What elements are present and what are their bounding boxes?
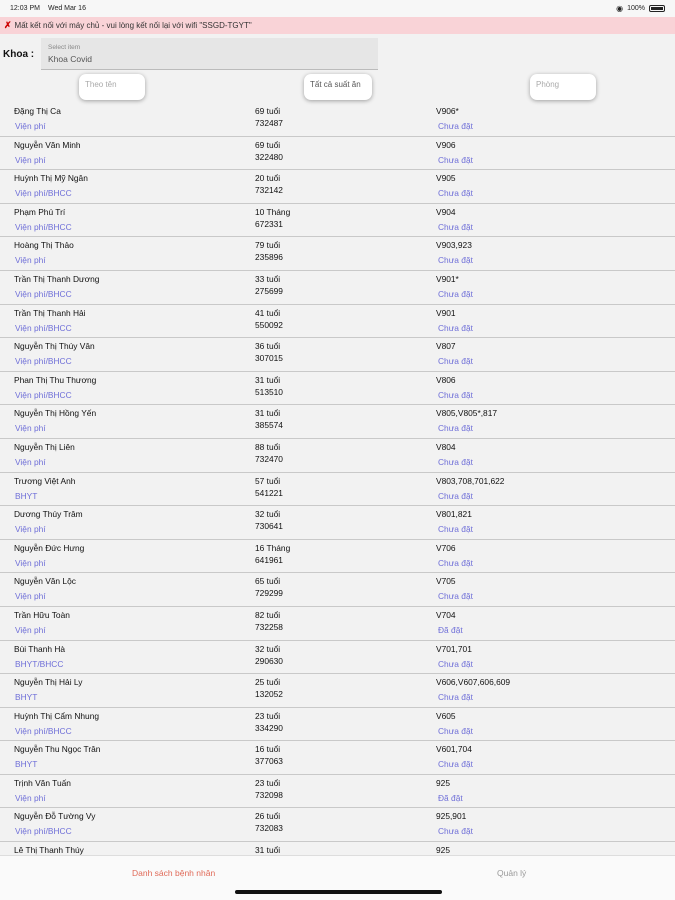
tab-management[interactable]: Quản lý bbox=[497, 868, 527, 878]
patient-name: Nguyễn Thị Hồng Yến bbox=[14, 408, 97, 419]
room-number: 925,901 bbox=[436, 811, 467, 822]
room-number: V801,821 bbox=[436, 509, 472, 520]
room-number: V807 bbox=[436, 341, 456, 352]
patient-name: Nguyễn Thị Thúy Vân bbox=[14, 341, 95, 352]
name-filter-input[interactable]: Theo tên bbox=[79, 74, 145, 100]
table-row[interactable] bbox=[0, 271, 675, 305]
payment-type: Viện phí bbox=[15, 557, 46, 568]
patient-id: 322480 bbox=[255, 151, 283, 162]
room-number: V705 bbox=[436, 576, 456, 587]
table-row[interactable] bbox=[0, 808, 675, 842]
tab-patient-list[interactable]: Danh sách bệnh nhân bbox=[132, 868, 216, 878]
patient-name: Nguyễn Văn Lộc bbox=[14, 576, 76, 587]
meal-status[interactable]: Chưa đặt bbox=[438, 154, 473, 165]
payment-type: Viện phí bbox=[15, 255, 46, 266]
patient-id: 732098 bbox=[255, 789, 283, 800]
patient-name: Nguyễn Thị Hải Ly bbox=[14, 677, 83, 688]
table-row[interactable] bbox=[0, 506, 675, 540]
patient-age: 10 Tháng bbox=[255, 206, 291, 217]
patient-age: 36 tuổi bbox=[255, 341, 281, 352]
patient-id: 377063 bbox=[255, 756, 283, 767]
room-number: V906 bbox=[436, 139, 456, 150]
payment-type: BHYT bbox=[15, 759, 38, 770]
table-row[interactable] bbox=[0, 204, 675, 238]
patient-id: 275699 bbox=[255, 285, 283, 296]
table-row[interactable] bbox=[0, 641, 675, 675]
meal-status[interactable]: Chưa đặt bbox=[438, 322, 473, 333]
room-number: V606,V607,606,609 bbox=[436, 677, 511, 688]
payment-type: Viện phí bbox=[15, 154, 46, 165]
room-number: V806 bbox=[436, 374, 456, 385]
meal-status[interactable]: Chưa đặt bbox=[438, 288, 473, 299]
meal-status[interactable]: Chưa đặt bbox=[438, 591, 473, 602]
meal-status[interactable]: Chưa đặt bbox=[438, 221, 473, 232]
battery-percent: 100% bbox=[627, 5, 645, 12]
table-row[interactable] bbox=[0, 103, 675, 137]
room-number: V901* bbox=[436, 273, 459, 284]
status-bar bbox=[0, 0, 675, 17]
table-row[interactable] bbox=[0, 405, 675, 439]
patient-age: 79 tuổi bbox=[255, 240, 281, 251]
patient-name: Lê Thị Thanh Thúy bbox=[14, 845, 84, 855]
patient-name: Nguyễn Thị Liên bbox=[14, 441, 75, 452]
patient-name: Nguyễn Văn Minh bbox=[14, 139, 81, 150]
wifi-icon: ◉ bbox=[616, 4, 624, 13]
patient-age: 88 tuổi bbox=[255, 441, 281, 452]
patient-name: Trần Thị Thanh Hải bbox=[14, 307, 86, 318]
patient-id: 732142 bbox=[255, 185, 283, 196]
meal-status[interactable]: Đã đặt bbox=[438, 792, 463, 803]
patient-id: 235896 bbox=[255, 252, 283, 263]
patient-age: 16 tuổi bbox=[255, 744, 281, 755]
patient-id: 550092 bbox=[255, 319, 283, 330]
table-row[interactable] bbox=[0, 170, 675, 204]
patient-id: 334290 bbox=[255, 722, 283, 733]
patient-age: 65 tuổi bbox=[255, 576, 281, 587]
table-row[interactable] bbox=[0, 338, 675, 372]
patient-age: 23 tuổi bbox=[255, 710, 281, 721]
patient-name: Đặng Thị Ca bbox=[14, 106, 61, 116]
meal-status[interactable]: Chưa đặt bbox=[438, 423, 473, 434]
room-number: V605 bbox=[436, 710, 456, 721]
room-number: V904 bbox=[436, 206, 456, 217]
meal-status[interactable]: Chưa đặt bbox=[438, 255, 473, 266]
patient-name: Nguyễn Đức Hưng bbox=[14, 542, 85, 553]
patient-id: 541221 bbox=[255, 487, 283, 498]
meal-status[interactable]: Đã đặt bbox=[438, 624, 463, 635]
room-number: V901 bbox=[436, 307, 456, 318]
table-row[interactable] bbox=[0, 607, 675, 641]
payment-type: Viện phí bbox=[15, 591, 46, 602]
meal-status[interactable]: Chưa đặt bbox=[438, 759, 473, 770]
room-number: V803,708,701,622 bbox=[436, 475, 505, 486]
patient-id: 730641 bbox=[255, 521, 283, 532]
patient-age: 31 tuổi bbox=[255, 374, 281, 385]
payment-type: Viện phí bbox=[15, 792, 46, 803]
table-row[interactable] bbox=[0, 708, 675, 742]
patient-name: Trần Hữu Toàn bbox=[14, 609, 70, 620]
meal-status[interactable]: Chưa đặt bbox=[438, 725, 473, 736]
meal-filter-select[interactable]: Tất cả suất ăn bbox=[304, 74, 372, 100]
department-select-hint: Select item bbox=[48, 44, 81, 51]
patient-id: 672331 bbox=[255, 218, 283, 229]
table-row[interactable] bbox=[0, 137, 675, 171]
patient-id: 732083 bbox=[255, 823, 283, 834]
patient-age: 69 tuổi bbox=[255, 139, 281, 150]
room-number: V906* bbox=[436, 106, 459, 116]
patient-id: 385574 bbox=[255, 420, 283, 431]
table-row[interactable] bbox=[0, 237, 675, 271]
patient-name: Trương Việt Anh bbox=[14, 475, 76, 486]
patient-name: Trịnh Văn Tuấn bbox=[14, 777, 71, 788]
patient-name: Dương Thúy Trâm bbox=[14, 509, 83, 520]
payment-type: BHYT/BHCC bbox=[15, 658, 64, 669]
payment-type: Viện phí bbox=[15, 524, 46, 535]
patient-name: Bùi Thanh Hà bbox=[14, 643, 66, 654]
payment-type: Viện phí/BHCC bbox=[15, 389, 72, 400]
meal-status[interactable]: Chưa đặt bbox=[438, 658, 473, 669]
table-row[interactable] bbox=[0, 674, 675, 708]
department-row bbox=[0, 36, 675, 72]
patient-id: 732487 bbox=[255, 118, 283, 128]
patient-id: 290630 bbox=[255, 655, 283, 666]
home-indicator[interactable] bbox=[235, 890, 442, 894]
status-date: Wed Mar 16 bbox=[47, 5, 86, 12]
payment-type: Viện phí/BHCC bbox=[15, 725, 72, 736]
department-label: Khoa : bbox=[3, 49, 35, 60]
room-number: V805,V805*,817 bbox=[436, 408, 498, 419]
room-number: 925 bbox=[436, 777, 450, 788]
status-time: 12:03 PM bbox=[10, 5, 40, 12]
payment-type: BHYT bbox=[15, 692, 38, 703]
patient-age: 23 tuổi bbox=[255, 777, 281, 788]
patient-id: 513510 bbox=[255, 386, 283, 397]
table-row[interactable] bbox=[0, 573, 675, 607]
room-number: V601,704 bbox=[436, 744, 472, 755]
patient-age: 57 tuổi bbox=[255, 475, 281, 486]
patient-age: 31 tuổi bbox=[255, 408, 281, 419]
payment-type: Viện phí/BHCC bbox=[15, 356, 72, 367]
banner-text: Mất kết nối với máy chủ - vui lòng kết nối lại với wifi "SSGD-TGYT" bbox=[14, 21, 252, 30]
patient-name: Huỳnh Thị Mỹ Ngân bbox=[14, 173, 88, 184]
department-select[interactable] bbox=[41, 38, 378, 70]
patient-age: 20 tuổi bbox=[255, 173, 281, 184]
patient-id: 732258 bbox=[255, 621, 283, 632]
battery-icon bbox=[649, 5, 665, 12]
table-row[interactable] bbox=[0, 372, 675, 406]
room-number: V903,923 bbox=[436, 240, 472, 251]
room-number: V804 bbox=[436, 441, 456, 452]
patient-name: Hoàng Thị Thảo bbox=[14, 240, 74, 251]
room-number: 925 bbox=[436, 845, 450, 855]
patient-age: 25 tuổi bbox=[255, 677, 281, 688]
room-number: V905 bbox=[436, 173, 456, 184]
table-row[interactable] bbox=[0, 741, 675, 775]
patient-age: 32 tuổi bbox=[255, 643, 281, 654]
close-icon[interactable]: ✗ bbox=[4, 20, 12, 30]
meal-status[interactable]: Chưa đặt bbox=[438, 826, 473, 837]
patient-name: Phan Thị Thu Thương bbox=[14, 374, 97, 385]
patient-id: 307015 bbox=[255, 353, 283, 364]
patient-age: 31 tuổi bbox=[255, 845, 281, 855]
patient-age: 69 tuổi bbox=[255, 106, 281, 116]
meal-status[interactable]: Chưa đặt bbox=[438, 456, 473, 467]
meal-status[interactable]: Chưa đặt bbox=[438, 692, 473, 703]
payment-type: Viện phí/BHCC bbox=[15, 826, 72, 837]
room-filter-input[interactable]: Phòng bbox=[530, 74, 596, 100]
meal-status[interactable]: Chưa đặt bbox=[438, 557, 473, 568]
payment-type: Viện phí bbox=[15, 423, 46, 434]
payment-type: Viện phí/BHCC bbox=[15, 188, 72, 199]
payment-type: Viện phí bbox=[15, 624, 46, 635]
patient-name: Nguyễn Thu Ngọc Trân bbox=[14, 744, 101, 755]
meal-status[interactable]: Chưa đặt bbox=[438, 490, 473, 501]
patient-age: 82 tuổi bbox=[255, 609, 281, 620]
meal-status[interactable]: Chưa đặt bbox=[438, 389, 473, 400]
department-select-value: Khoa Covid bbox=[48, 54, 92, 64]
patient-age: 16 Tháng bbox=[255, 542, 291, 553]
payment-type: Viện phí bbox=[15, 456, 46, 467]
patient-age: 32 tuổi bbox=[255, 509, 281, 520]
patient-list[interactable] bbox=[0, 103, 675, 855]
room-number: V701,701 bbox=[436, 643, 472, 654]
patient-id: 729299 bbox=[255, 588, 283, 599]
meal-status[interactable]: Chưa đặt bbox=[438, 188, 473, 199]
payment-type: Viện phí/BHCC bbox=[15, 288, 72, 299]
table-row[interactable] bbox=[0, 439, 675, 473]
table-row[interactable] bbox=[0, 305, 675, 339]
connection-warning-banner bbox=[0, 17, 675, 34]
patient-name: Huỳnh Thị Cẩm Nhung bbox=[14, 710, 100, 721]
payment-type: Viện phí bbox=[15, 121, 46, 131]
patient-age: 41 tuổi bbox=[255, 307, 281, 318]
room-number: V706 bbox=[436, 542, 456, 553]
payment-type: Viện phí/BHCC bbox=[15, 322, 72, 333]
meal-status[interactable]: Chưa đặt bbox=[438, 121, 473, 131]
table-row[interactable] bbox=[0, 775, 675, 809]
patient-id: 641961 bbox=[255, 554, 283, 565]
patient-age: 33 tuổi bbox=[255, 273, 281, 284]
patient-name: Phạm Phú Trí bbox=[14, 206, 66, 217]
patient-name: Nguyễn Đỗ Tường Vy bbox=[14, 811, 96, 822]
table-row[interactable] bbox=[0, 540, 675, 574]
meal-status[interactable]: Chưa đặt bbox=[438, 356, 473, 367]
patient-name: Trần Thị Thanh Dương bbox=[14, 273, 100, 284]
payment-type: BHYT bbox=[15, 490, 38, 501]
patient-id: 732470 bbox=[255, 453, 283, 464]
meal-status[interactable]: Chưa đặt bbox=[438, 524, 473, 535]
table-row[interactable] bbox=[0, 473, 675, 507]
payment-type: Viện phí/BHCC bbox=[15, 221, 72, 232]
patient-id: 132052 bbox=[255, 689, 283, 700]
table-row[interactable] bbox=[0, 842, 675, 855]
patient-age: 26 tuổi bbox=[255, 811, 281, 822]
room-number: V704 bbox=[436, 609, 456, 620]
